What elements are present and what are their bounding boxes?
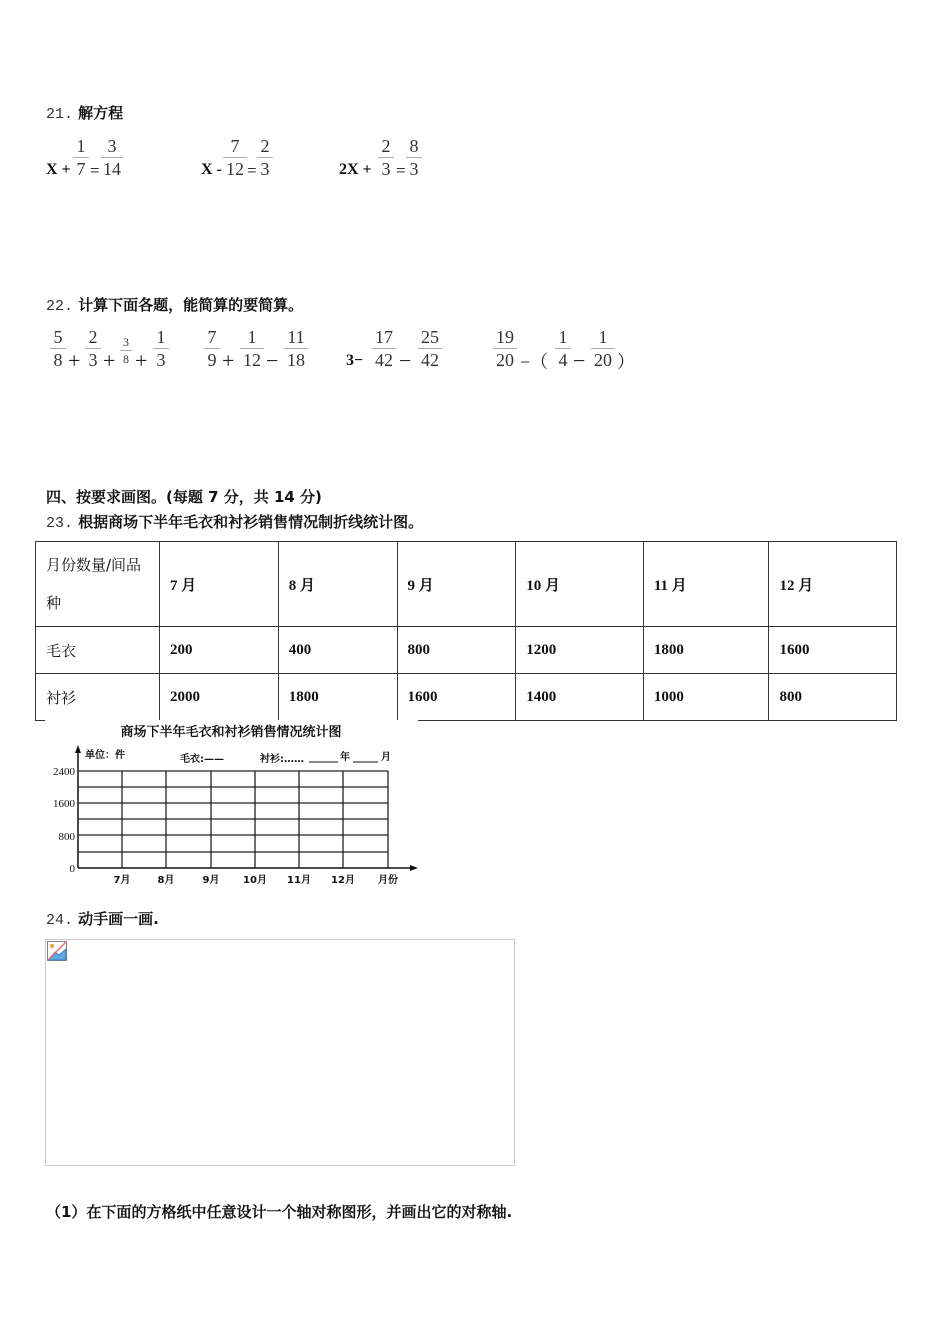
blank-line-chart-template: [45, 720, 418, 888]
table-corner-header: 月份数量/间品 种: [36, 542, 160, 627]
table-cell: 1200: [516, 627, 644, 674]
svg-text:2400: 2400: [53, 766, 75, 778]
eq3-lhs: 2X +: [339, 161, 372, 178]
expr2-frac2: $\frac{1}{12}$: [240, 326, 264, 371]
y-axis-arrow-icon: [75, 745, 81, 753]
expr3-frac1: $\frac{17}{42}$: [372, 326, 396, 371]
expr1-frac2: $\frac{2}{3}$: [85, 326, 101, 371]
expr3-lead: 3−: [346, 352, 364, 369]
sales-table: [35, 541, 897, 721]
svg-text:12月: 12月: [331, 875, 355, 886]
table-cell: 1800: [643, 627, 769, 674]
eq1-equals: =: [90, 161, 100, 180]
expr4-frac1: $\frac{19}{20}$: [493, 326, 517, 371]
table-header-row: [36, 542, 897, 627]
table-header-month: 8 月: [278, 542, 397, 627]
q21-heading: [46, 102, 123, 123]
q23-heading: [46, 511, 423, 532]
broken-image-icon: [47, 941, 67, 961]
table-row: [36, 674, 897, 721]
expr3-op1: −: [399, 348, 412, 373]
table-cell: 400: [278, 627, 397, 674]
table-cell: 1400: [516, 674, 644, 721]
table-cell: 1600: [397, 674, 516, 721]
eq3-frac2: $\frac{8}{3}$: [406, 135, 422, 180]
table-cell: 800: [769, 674, 897, 721]
table-cell: 200: [160, 627, 279, 674]
svg-text:11月: 11月: [287, 875, 311, 886]
svg-text:月份: 月份: [378, 875, 398, 886]
q22-heading: [46, 294, 303, 315]
row-label: 衬衫: [36, 674, 160, 721]
expr2-op1: +: [222, 348, 235, 373]
q23-number: 23.: [46, 515, 74, 532]
date-month: 月: [381, 752, 391, 763]
expr1-op2: +: [103, 348, 116, 373]
table-cell: 1800: [278, 674, 397, 721]
expr1-frac4: $\frac{1}{3}$: [153, 326, 169, 371]
row-label: 毛衣: [36, 627, 160, 674]
expr1-op1: +: [68, 348, 81, 373]
eq3-equals: =: [396, 161, 406, 180]
expr2-frac1: $\frac{7}{9}$: [204, 326, 220, 371]
table-header-month: 9 月: [397, 542, 516, 627]
svg-text:800: 800: [58, 831, 75, 843]
q24-heading: [46, 908, 159, 929]
q22-number: 22.: [46, 298, 74, 315]
chart-title: 商场下半年毛衣和衬衫销售情况统计图: [120, 725, 342, 740]
table-cell: 2000: [160, 674, 279, 721]
q24-title: 动手画一画.: [78, 910, 159, 928]
date-year: 年: [340, 752, 350, 763]
chart-ylabel: 单位：件: [85, 750, 125, 761]
table-header-month: 12 月: [769, 542, 897, 627]
q21-title: 解方程: [78, 104, 124, 122]
q24-part1-text: （1）在下面的方格纸中任意设计一个轴对称图形，并画出它的对称轴.: [46, 1203, 513, 1221]
table-header-month: 7 月: [160, 542, 279, 627]
table-header-month: 11 月: [643, 542, 769, 627]
expr4-op1: −（: [520, 352, 549, 372]
table-cell: 1000: [643, 674, 769, 721]
expr3-frac2: $\frac{25}{42}$: [418, 326, 442, 371]
expr4-frac3: $\frac{1}{20}$: [591, 326, 615, 371]
legend-sweater: 毛衣:——: [180, 754, 224, 765]
q23-title: 根据商场下半年毛衣和衬衫销售情况制折线统计图。: [78, 513, 424, 531]
eq2-frac2: $\frac{2}{3}$: [257, 135, 273, 180]
eq2-equals: =: [247, 161, 257, 180]
expr1-frac1: $\frac{5}{8}$: [50, 326, 66, 371]
q21-number: 21.: [46, 106, 74, 123]
svg-text:0: 0: [69, 863, 75, 875]
eq2-frac1: $\frac{7}{12}$: [223, 135, 247, 180]
expr1-op3: +: [135, 348, 148, 373]
eq1-frac2: $\frac{3}{14}$: [103, 136, 121, 179]
x-axis-arrow-icon: [410, 865, 418, 871]
eq2-lhs: X -: [201, 161, 222, 178]
expr2-op2: −: [266, 348, 279, 373]
svg-text:1600: 1600: [53, 798, 75, 810]
table-cell: 1600: [769, 627, 897, 674]
image-placeholder-box: [45, 939, 515, 1166]
section-4-heading: 四、按要求画图。(每题 7 分，共 14 分): [46, 488, 322, 506]
svg-text:10月: 10月: [243, 875, 267, 886]
q24-number: 24.: [46, 912, 74, 929]
table-cell: 800: [397, 627, 516, 674]
svg-text:7月: 7月: [113, 875, 131, 886]
expr4-close: ）: [617, 352, 635, 372]
svg-text:9月: 9月: [202, 875, 220, 886]
table-header-month: 10 月: [516, 542, 644, 627]
svg-text:8月: 8月: [157, 875, 175, 886]
expr2-frac3: $\frac{11}{18}$: [284, 326, 308, 371]
expr1-frac3: $\frac{3}{8}$: [120, 334, 132, 367]
expr4-frac2: $\frac{1}{4}$: [555, 326, 571, 371]
legend-shirt: 衬衫:……: [260, 754, 304, 765]
eq3-frac1: $\frac{2}{3}$: [378, 135, 394, 180]
eq1-frac1: $\frac{1}{7}$: [73, 135, 89, 180]
q22-title: 计算下面各题，能简算的要简算。: [78, 296, 304, 314]
table-row: [36, 627, 897, 674]
eq1-lhs: X +: [46, 161, 71, 178]
expr4-op2: −: [573, 348, 586, 373]
